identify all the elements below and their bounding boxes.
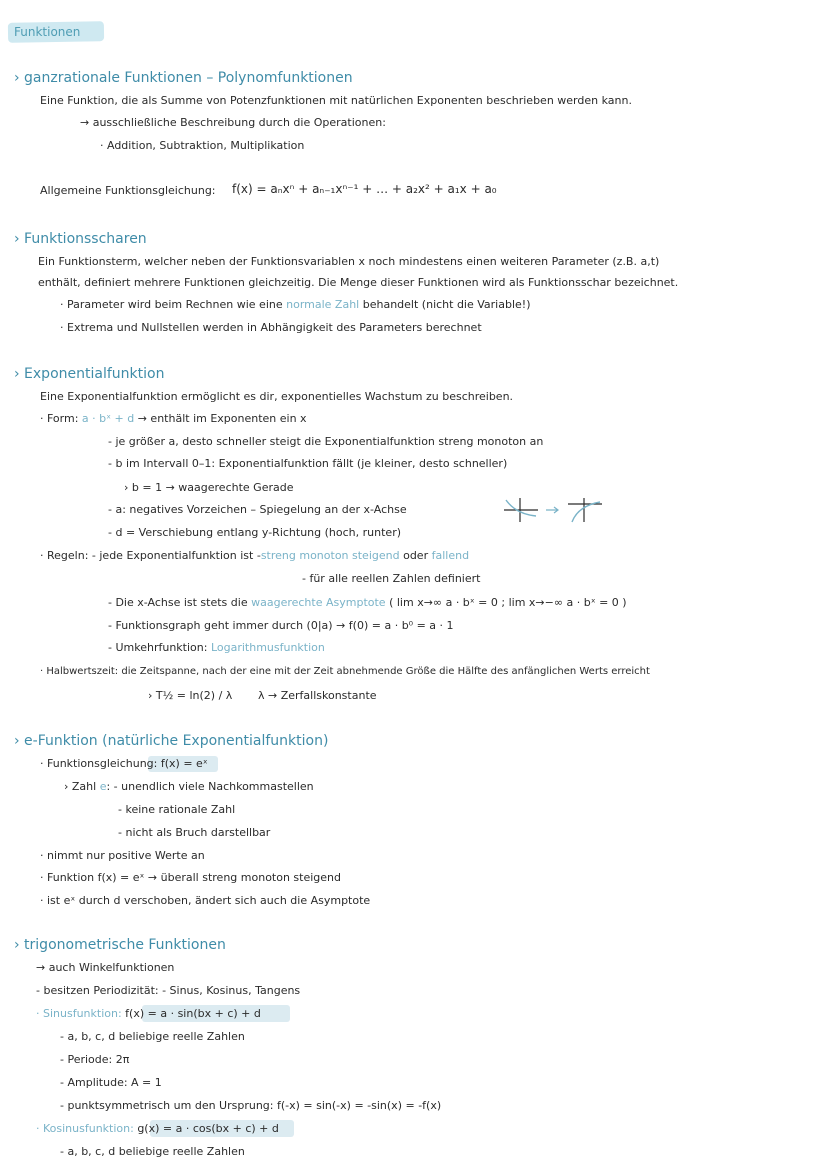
text-line: - je größer a, desto schneller steigt die Exponentialfunktion streng monoton an (108, 435, 544, 448)
reflection-sketch (498, 496, 608, 524)
formula-label: Allgemeine Funktionsgleichung: (40, 184, 216, 197)
text-line: - nicht als Bruch darstellbar (118, 826, 271, 839)
text-line: · ist eˣ durch d verschoben, ändert sich auch die Asymptote (40, 894, 371, 907)
heading-polynomial: › ganzrationale Funktionen – Polynomfunktionen (14, 70, 353, 86)
text-line: - b im Intervall 0–1: Exponentialfunktion fällt (je kleiner, desto schneller) (108, 457, 508, 470)
text-line: λ → Zerfallskonstante (258, 689, 377, 702)
text-line: · Halbwertszeit: die Zeitspanne, nach der eine mit der Zeit abnehmende Größe die Hälfte des anfänglichen Werts erreicht (40, 666, 650, 677)
text-line: - für alle reellen Zahlen definiert (302, 572, 481, 585)
text-line: · Form: a · bˣ + d → enthält im Exponenten ein x (40, 412, 307, 425)
text-line: Eine Exponentialfunktion ermöglicht es dir, exponentielles Wachstum zu beschreiben. (40, 390, 514, 403)
text-line: - a, b, c, d beliebige reelle Zahlen (60, 1145, 245, 1158)
formula-polynomial: f(x) = aₙxⁿ + aₙ₋₁xⁿ⁻¹ + … + a₂x² + a₁x + a₀ (232, 182, 497, 196)
text-line: - Funktionsgraph geht immer durch (0|a) → f(0) = a · b⁰ = a · 1 (108, 619, 454, 632)
text-line: - Umkehrfunktion: Logarithmusfunktion (108, 641, 325, 654)
text-line: · Funktionsgleichung: f(x) = eˣ (40, 757, 208, 770)
text-line: - keine rationale Zahl (118, 803, 236, 816)
text-line: - Amplitude: A = 1 (60, 1076, 162, 1089)
heading-scharen: › Funktionsscharen (14, 231, 147, 247)
text-line: - a: negatives Vorzeichen – Spiegelung an der x-Achse (108, 503, 407, 516)
text-line: Eine Funktion, die als Summe von Potenzfunktionen mit natürlichen Exponenten beschrieben werden kann. (40, 94, 632, 107)
heading-e-function: › e-Funktion (natürliche Exponentialfunktion) (14, 733, 329, 749)
text-line: → ausschließliche Beschreibung durch die Operationen: (80, 116, 386, 129)
text-line: - Periode: 2π (60, 1053, 130, 1066)
text-line: - besitzen Periodizität: - Sinus, Kosinus, Tangens (36, 984, 301, 997)
text-line: · nimmt nur positive Werte an (40, 849, 205, 862)
text-line: · Addition, Subtraktion, Multiplikation (100, 139, 305, 152)
text-line: - punktsymmetrisch um den Ursprung: f(-x) = sin(-x) = -sin(x) = -f(x) (60, 1099, 442, 1112)
text-line: - d = Verschiebung entlang y-Richtung (hoch, runter) (108, 526, 402, 539)
text-line: - a, b, c, d beliebige reelle Zahlen (60, 1030, 245, 1043)
heading-exponential: › Exponentialfunktion (14, 366, 165, 382)
text-line: · Parameter wird beim Rechnen wie eine normale Zahl behandelt (nicht die Variable!) (60, 298, 531, 311)
text-line: Ein Funktionsterm, welcher neben der Funktionsvariablen x noch mindestens einen weiteren Parameter (z.B. a,t) (38, 255, 660, 268)
text-line: enthält, definiert mehrere Funktionen gleichzeitig. Die Menge dieser Funktionen wird als Funktionsschar bezeichnet. (38, 276, 679, 289)
heading-trig: › trigonometrische Funktionen (14, 937, 226, 953)
text-line: · Kosinusfunktion: g(x) = a · cos(bx + c) + d (36, 1122, 279, 1135)
formula-half-life: › T½ = ln(2) / λ (148, 689, 233, 702)
text-line: › Zahl e: - unendlich viele Nachkommastellen (64, 780, 314, 793)
text-line: - Die x-Achse ist stets die waagerechte Asymptote ( lim x→∞ a · bˣ = 0 ; lim x→−∞ a · bˣ = 0 ) (108, 596, 627, 609)
text-line: › b = 1 → waagerechte Gerade (124, 481, 294, 494)
text-line: · Sinusfunktion: f(x) = a · sin(bx + c) + d (36, 1007, 261, 1020)
text-line: · Extrema und Nullstellen werden in Abhängigkeit des Parameters berechnet (60, 321, 482, 334)
text-line: · Funktion f(x) = eˣ → überall streng monoton steigend (40, 871, 342, 884)
page-title: Funktionen (14, 25, 81, 39)
text-line: → auch Winkelfunktionen (36, 961, 175, 974)
text-line: · Regeln: - jede Exponentialfunktion ist -streng monoton steigend oder fallend (40, 549, 470, 562)
